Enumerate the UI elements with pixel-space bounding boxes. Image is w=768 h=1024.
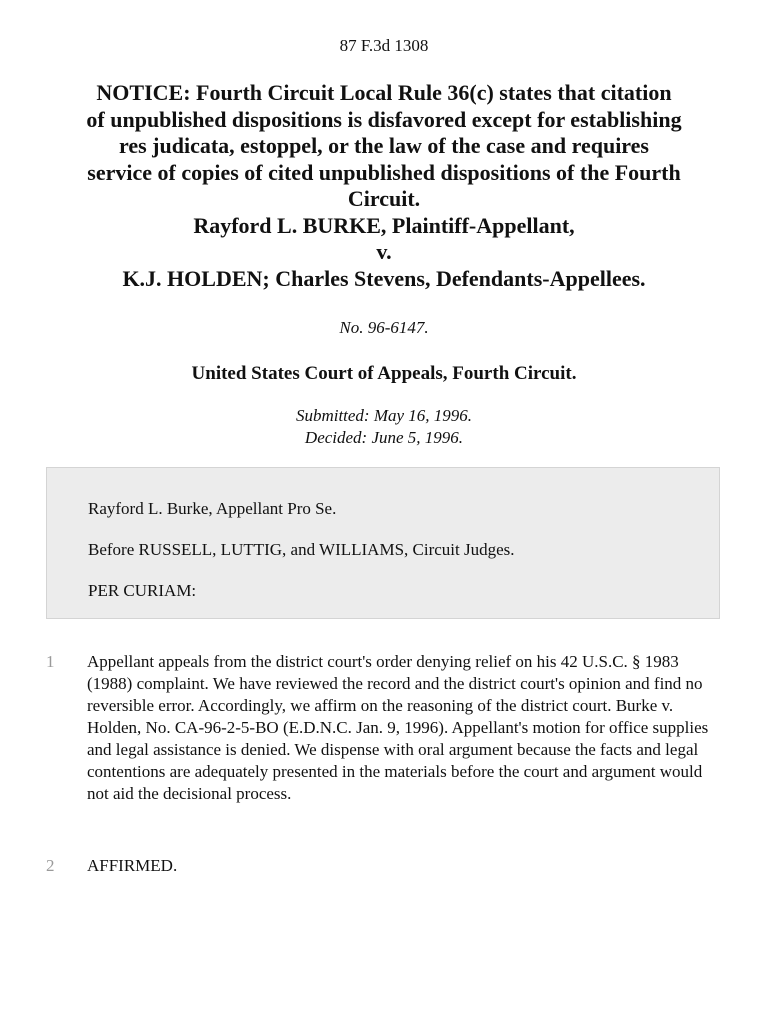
counsel-line: Rayford L. Burke, Appellant Pro Se. [88,499,337,518]
versus: v. [376,239,392,264]
judges-line: Before RUSSELL, LUTTIG, and WILLIAMS, Circuit Judges. [88,540,515,559]
citation: 87 F.3d 1308 [339,36,429,55]
paragraph-text: Appellant appeals from the district court's order denying relief on his 42 U.S.C. § 1983 (1988) complaint. We have reviewed the record and the district court's opinion and find no reversible error. Accordingly, we affirm on the reasoning of the district court. Burke v. Holden, No. CA-96-2-5-BO (E.D.N.C. Jan. 9, 1996). Appellant's motion for office supplies and legal assistance is denied. We dispense with oral argument because the facts and legal contentions are adequately presented in the materials before the court and argument would not aid the decisional process. [87,652,709,803]
notice-line: of unpublished dispositions is disfavored except for establishing [86,106,682,132]
case-heading [40,80,728,292]
court-name: United States Court of Appeals, Fourth Circuit. [191,363,577,384]
plaintiff-name: Rayford L. BURKE, Plaintiff-Appellant, [193,212,575,238]
notice-line: NOTICE: Fourth Circuit Local Rule 36(c) states that citation [96,80,672,105]
notice-line: res judicata, estoppel, or the law of the case and requires [118,133,649,158]
notice-line: Circuit. [347,186,421,211]
paragraph-number: 2 [46,856,55,875]
notice-line: service of copies of cited unpublished dispositions of the Fourth [87,159,681,185]
docket-number: No. 96-6147. [339,318,429,337]
per-curiam-line: PER CURIAM: [88,581,197,600]
paragraph-number: 1 [46,652,55,671]
defendants-name: K.J. HOLDEN; Charles Stevens, Defendants-Appellees. [122,265,646,291]
case-info-box [46,467,720,619]
paragraph-text: AFFIRMED. [87,856,178,875]
decided-date: Decided: June 5, 1996. [304,428,464,447]
submitted-date: Submitted: May 16, 1996. [295,406,473,425]
case-dates [0,405,768,449]
